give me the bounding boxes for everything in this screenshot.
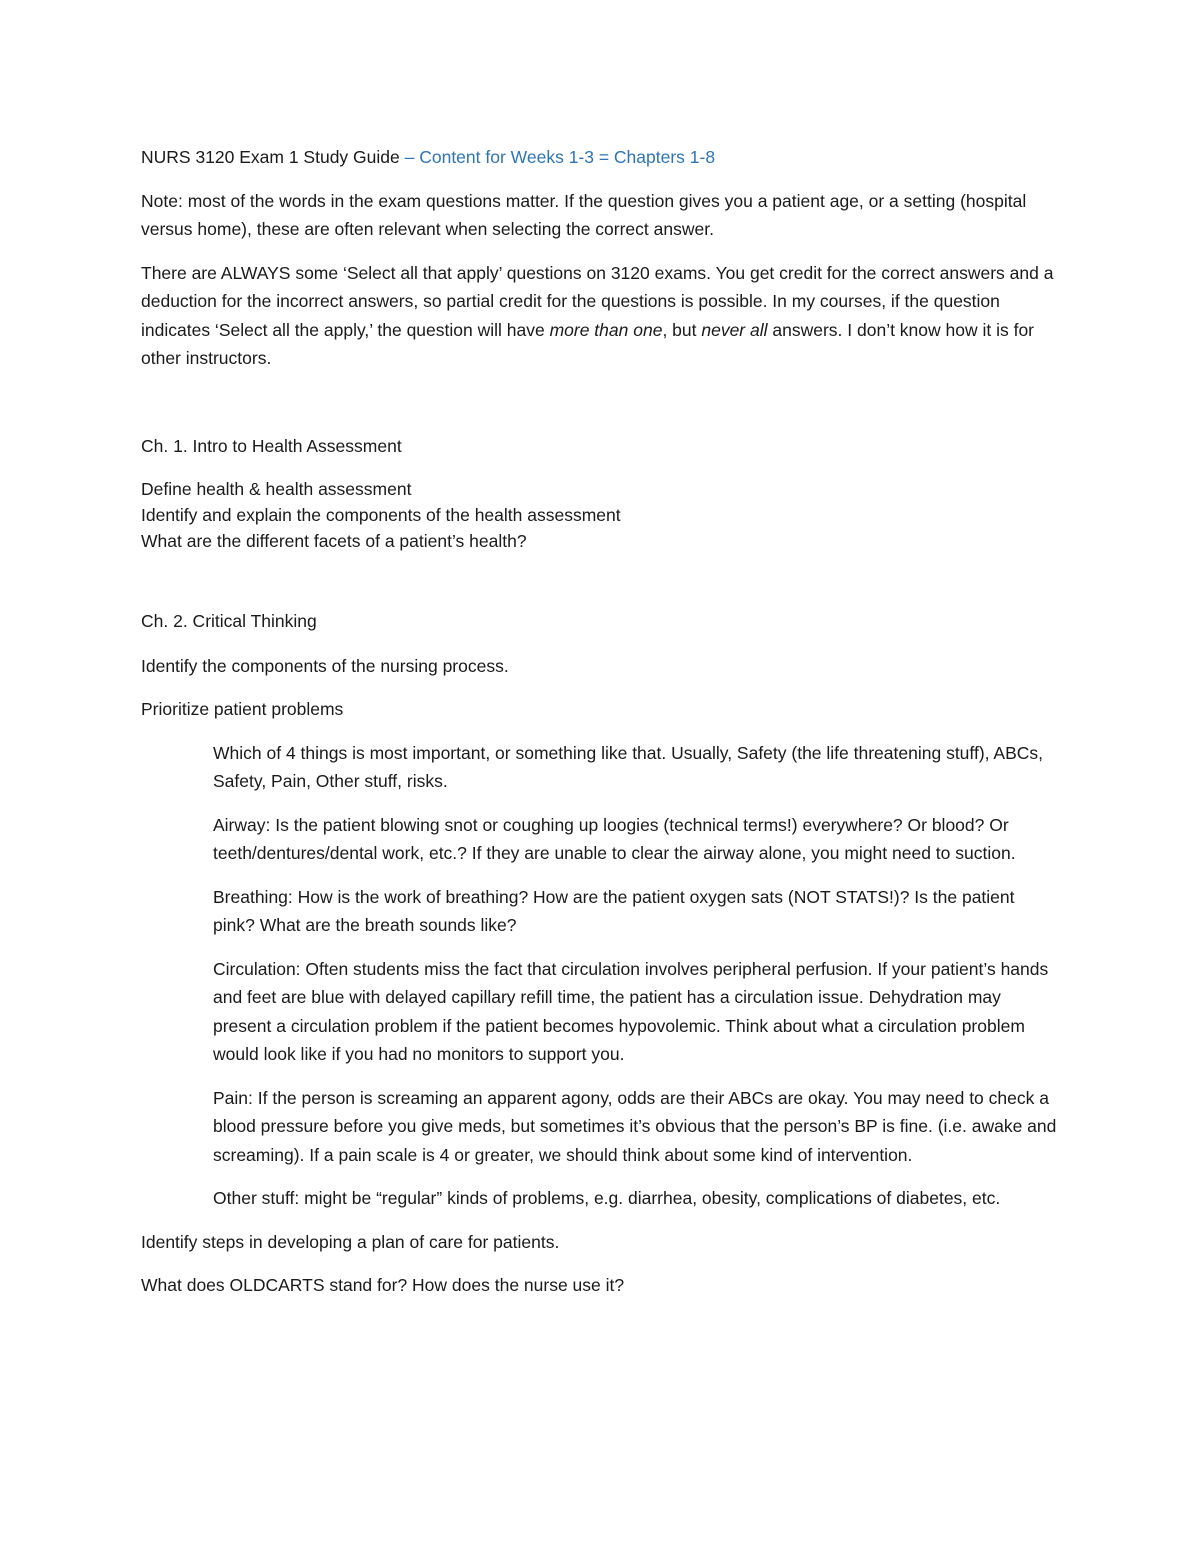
ch2-plan-of-care: Identify steps in developing a plan of care for patients. (141, 1231, 560, 1252)
select-all-text-2: , but (662, 319, 702, 340)
priority-breathing: Breathing: How is the work of breathing? How are the patient oxygen sats (NOT STATS!)? Is the patient pink? What are the breath sounds like? (213, 886, 1015, 935)
ch2-heading: Ch. 2. Critical Thinking (141, 611, 317, 631)
priority-airway: Airway: Is the patient blowing snot or coughing up loogies (technical terms!) everywhere? Or blood? Or teeth/dentures/dental work, etc.? If they are unable to clear the airway alone, you might need to suction. (213, 814, 1016, 863)
title-accent: – Content for Weeks 1-3 = Chapters 1-8 (404, 147, 716, 167)
document-title (141, 143, 1061, 172)
exam-note: Note: most of the words in the exam questions matter. If the question gives you a patient age, or a setting (hospital versus home), these are often relevant when selecting the correct answer. (141, 190, 1027, 239)
ch1-heading: Ch. 1. Intro to Health Assessment (141, 435, 402, 456)
priority-other: Other stuff: might be “regular” kinds of problems, e.g. diarrhea, obesity, complications of diabetes, etc. (213, 1188, 1001, 1208)
priority-pain: Pain: If the person is screaming an apparent agony, odds are their ABCs are okay. You may need to check a blood pressure before you give meds, but sometimes it’s obvious that the person’s BP is fine. (i.e. awake and screaming). If a pain scale is 4 or greater, we should think about some kind of intervention. (213, 1087, 1057, 1165)
document-page (141, 143, 1061, 1315)
ch1-item: Identify and explain the components of the health assessment (141, 505, 621, 525)
ch1-item: Define health & health assessment (141, 479, 412, 499)
priority-overview: Which of 4 things is most important, or something like that. Usually, Safety (the life threatening stuff), ABCs, Safety, Pain, Other stuff, risks. (213, 742, 1044, 791)
ch2-oldcarts: What does OLDCARTS stand for? How does the nurse use it? (141, 1275, 625, 1295)
ch2-components: Identify the components of the nursing process. (141, 655, 509, 676)
ch1-item: What are the different facets of a patient’s health? (141, 531, 527, 551)
select-all-text-1: There are ALWAYS some ‘Select all that apply’ questions on 3120 exams. You get credit for the correct answers and a deduction for the incorrect answers, so partial credit for the questions is possible. In my courses, if the question indicates ‘Select all the apply,’ the question will have (141, 262, 1054, 340)
select-all-emphasis-2: never all (701, 319, 768, 340)
select-all-note (141, 259, 1061, 373)
spacer (141, 388, 1061, 432)
priority-circulation: Circulation: Often students miss the fact that circulation involves peripheral perfusion. If your patient’s hands and feet are blue with delayed capillary refill time, the patient has a circulation issue. Dehydration may present a circulation problem if the patient becomes hypovolemic. Think about what a circulation problem would look like if you had no monitors to support you. (213, 958, 1049, 1064)
spacer (141, 569, 1061, 607)
select-all-emphasis-1: more than one (549, 319, 663, 340)
select-all-text-3: answers. I don’t know how it is for other instructors. (141, 319, 1035, 368)
ch2-prioritize: Prioritize patient problems (141, 699, 344, 719)
title-main: NURS 3120 Exam 1 Study Guide (141, 147, 400, 167)
